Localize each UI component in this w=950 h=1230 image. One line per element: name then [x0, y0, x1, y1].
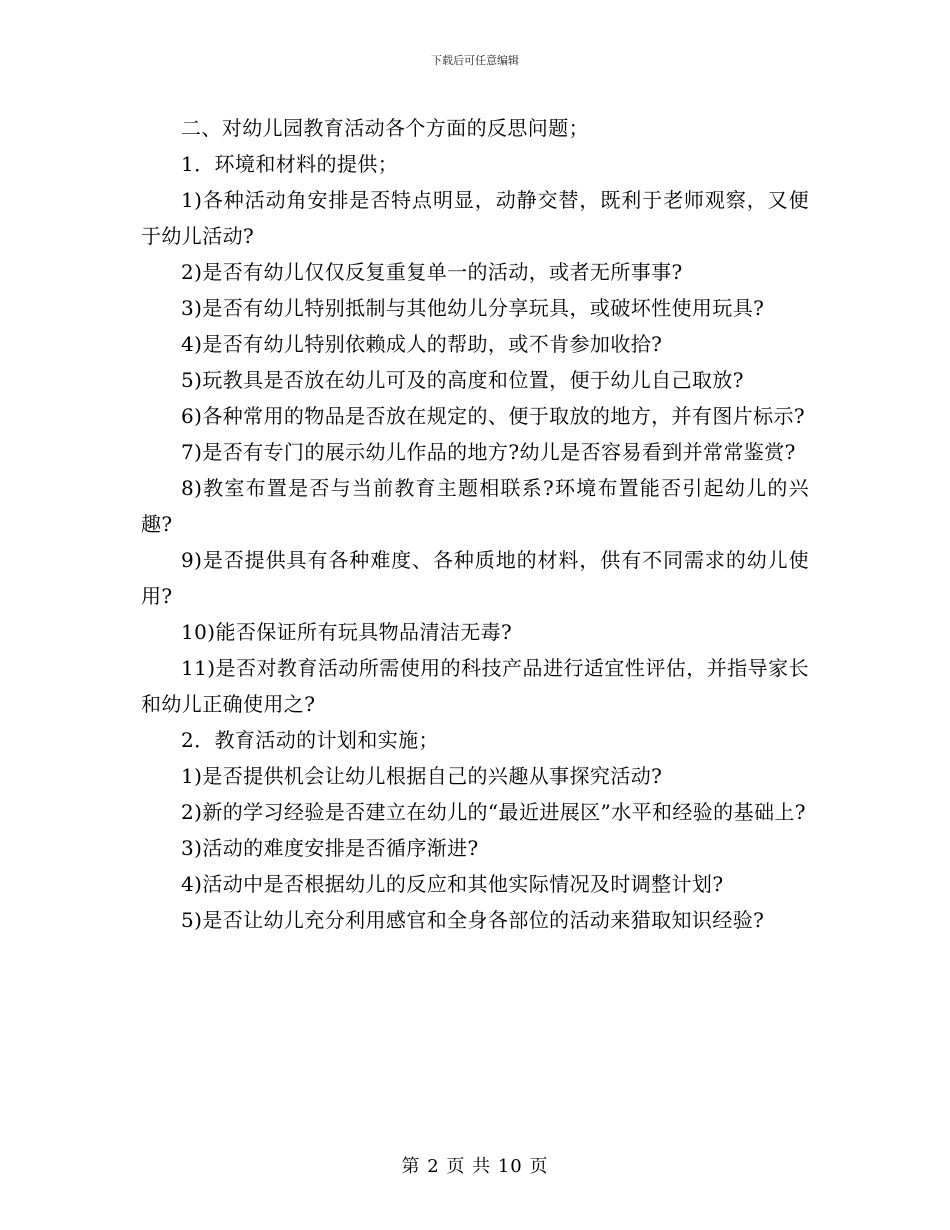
- list-item: 7)是否有专门的展示幼儿作品的地方?幼儿是否容易看到并常常鉴赏?: [181, 440, 796, 464]
- list-item: 3)活动的难度安排是否循序渐进?: [181, 836, 479, 860]
- list-item: 2)是否有幼儿仅仅反复重复单一的活动，或者无所事事?: [181, 260, 683, 284]
- list-item: 1)各种活动角安排是否特点明显，动静交替，既利于老师观察，又便于幼儿活动?: [141, 188, 809, 248]
- list-item: 3)是否有幼儿特别抵制与其他幼儿分享玩具，或破坏性使用玩具?: [181, 296, 765, 320]
- subsection-heading: 2．教育活动的计划和实施；: [181, 728, 439, 752]
- list-item: 4)是否有幼儿特别依赖成人的帮助，或不肯参加收拾?: [181, 332, 663, 356]
- list-item: 8)教室布置是否与当前教育主题相联系?环境布置能否引起幼儿的兴趣?: [141, 476, 809, 536]
- list-item: 11)是否对教育活动所需使用的科技产品进行适宜性评估，并指导家长和幼儿正确使用之?: [141, 656, 809, 716]
- section-heading: 二、对幼儿园教育活动各个方面的反思问题；: [181, 116, 589, 140]
- document-body: [141, 110, 809, 938]
- list-item: 1)是否提供机会让幼儿根据自己的兴趣从事探究活动?: [181, 764, 663, 788]
- list-item: 9)是否提供具有各种难度、各种质地的材料，供有不同需求的幼儿使用?: [141, 548, 809, 608]
- page-number-footer: 第 2 页 共 10 页: [401, 1156, 549, 1177]
- subsection-heading: 1．环境和材料的提供；: [181, 152, 399, 176]
- list-item: 6)各种常用的物品是否放在规定的、便于取放的地方，并有图片标示?: [181, 404, 806, 428]
- list-item: 5)是否让幼儿充分利用感官和全身各部位的活动来猎取知识经验?: [181, 908, 765, 932]
- list-item: 10)能否保证所有玩具物品清洁无毒?: [181, 620, 513, 644]
- list-item: 4)活动中是否根据幼儿的反应和其他实际情况及时调整计划?: [181, 872, 724, 896]
- list-item: 5)玩教具是否放在幼儿可及的高度和位置，便于幼儿自己取放?: [181, 368, 744, 392]
- page-header: 下载后可任意编辑: [431, 54, 519, 67]
- list-item: 2)新的学习经验是否建立在幼儿的“最近进展区”水平和经验的基础上?: [181, 800, 806, 824]
